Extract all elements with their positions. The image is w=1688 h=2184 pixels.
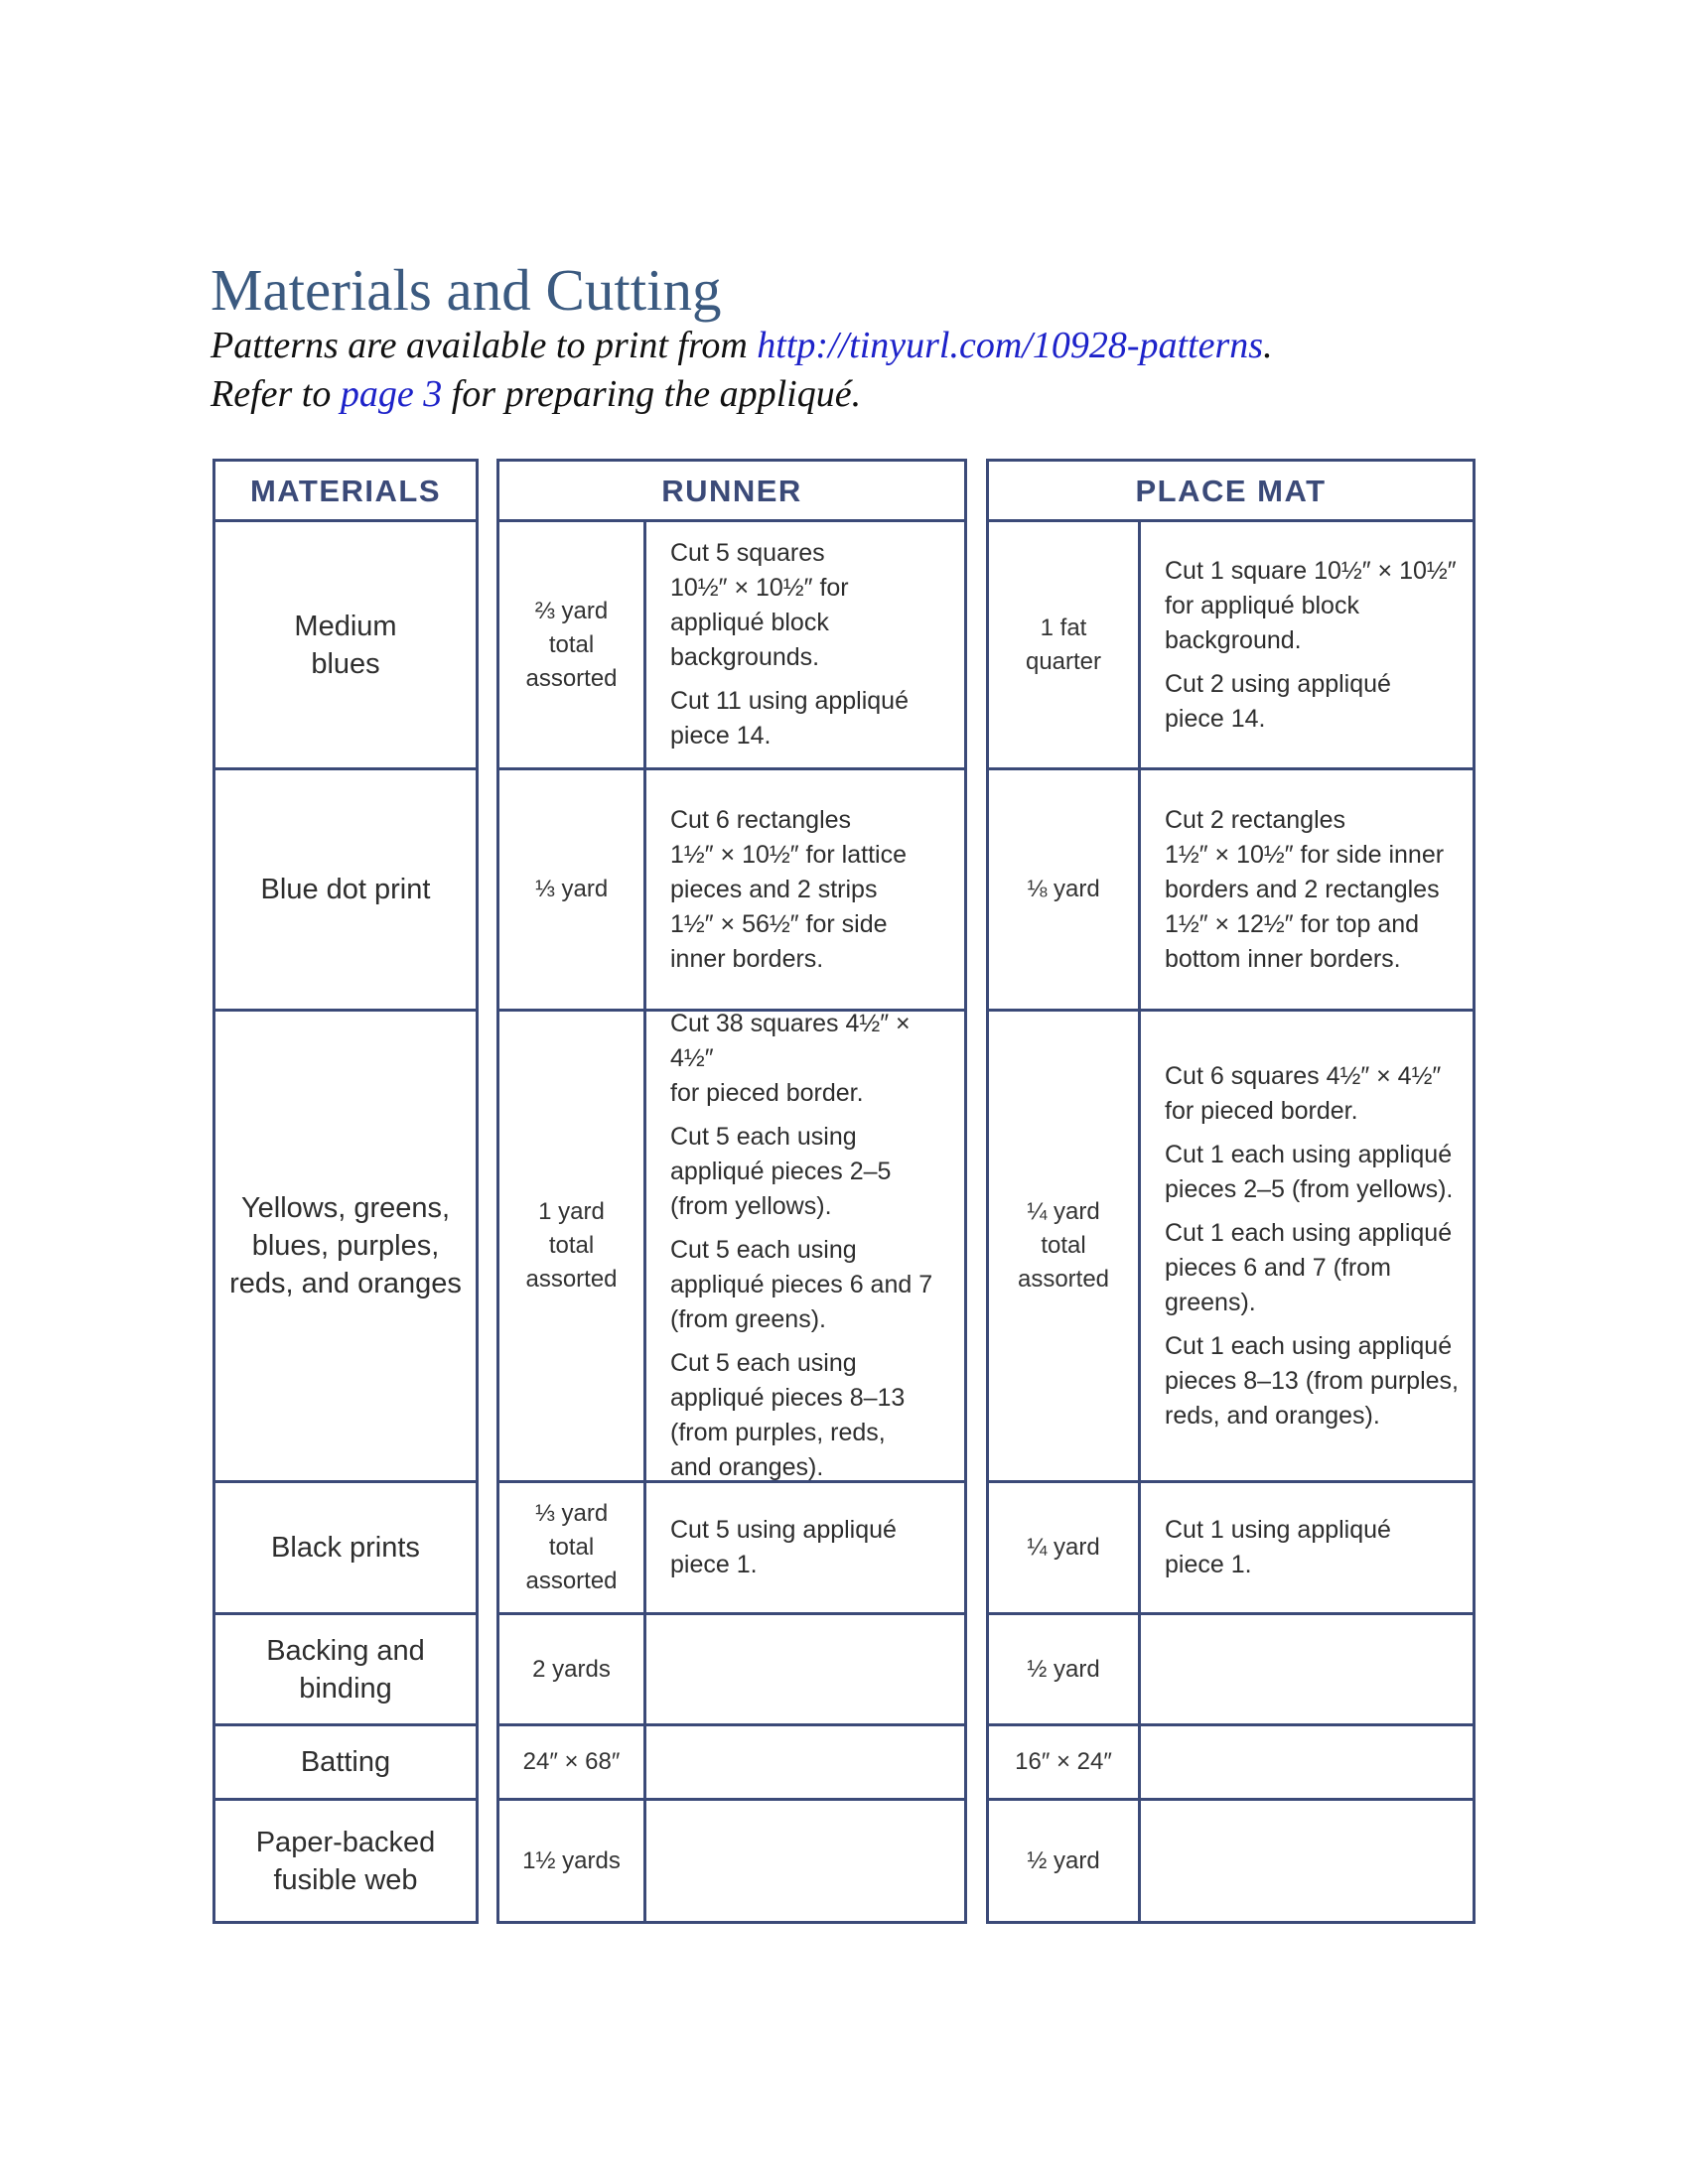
instruction-line: piece 1. [1165, 1551, 1252, 1578]
page-3-link[interactable]: page 3 [340, 373, 443, 415]
runner-cutting [646, 767, 964, 1009]
instruction-line: Cut 5 each using [670, 1123, 857, 1151]
cutting-instruction [670, 1120, 891, 1224]
runner-quantity [499, 1480, 646, 1612]
instruction-line: appliqué pieces 2–5 [670, 1158, 892, 1185]
quantity-line: total [1041, 1232, 1086, 1259]
instruction-line: Cut 1 each using appliqué [1165, 1331, 1453, 1360]
instruction-line: Cut 5 each using [670, 1349, 857, 1377]
place-mat-header: PLACE MAT [1135, 473, 1327, 508]
place-mat-quantity [989, 1798, 1141, 1921]
materials-column [212, 459, 479, 1924]
quantity-line: ⅓ yard [534, 1500, 609, 1527]
quantity-line: assorted [1017, 1266, 1110, 1293]
quantity-line: ¼ yard [1027, 1534, 1100, 1561]
runner-quantity [499, 1723, 646, 1798]
quantity-line: 24″ × 68″ [522, 1748, 621, 1775]
material-name-line: blues [311, 647, 380, 680]
material-name [215, 1798, 476, 1921]
cutting-instruction [1165, 803, 1444, 977]
quantity-line: total [548, 1534, 595, 1561]
material-name-line: binding [299, 1672, 392, 1705]
runner-header: RUNNER [661, 473, 802, 508]
cutting-instruction [670, 536, 849, 675]
instruction-line: Cut 6 rectangles [670, 805, 852, 834]
material-name-line: reds, and oranges [229, 1268, 462, 1299]
cutting-instruction [670, 1007, 954, 1111]
runner-quantity [499, 1612, 646, 1723]
instruction-line: 1½″ × 10½″ for lattice [670, 840, 907, 869]
instruction-line: appliqué block [670, 609, 829, 636]
place-mat-quantity [989, 1723, 1141, 1798]
intro-line-1-suffix: . [1263, 325, 1273, 366]
runner-quantity [499, 1798, 646, 1921]
material-name-line: blues, purples, [251, 1230, 440, 1262]
quantity-line: ½ yard [1027, 1655, 1100, 1683]
instruction-line: (from yellows). [670, 1192, 832, 1220]
cutting-instruction [1165, 1329, 1459, 1433]
cutting-instruction [670, 1233, 932, 1337]
instruction-line: piece 14. [1165, 704, 1266, 733]
cutting-instruction [1165, 667, 1391, 737]
instruction-line: Cut 1 each using appliqué [1165, 1140, 1453, 1168]
place-mat-cutting [1141, 1480, 1473, 1612]
cutting-instruction [1165, 1059, 1441, 1129]
material-name [215, 1723, 476, 1798]
quantity-line: 1 fat [1040, 614, 1087, 641]
materials-header: MATERIALS [249, 473, 442, 508]
material-name-line: Backing and [266, 1634, 425, 1667]
material-name-line: Yellows, greens, [240, 1192, 451, 1224]
material-name [215, 1009, 476, 1480]
instruction-line: 1½″ × 10½″ for side inner [1165, 840, 1445, 869]
instruction-line: bottom inner borders. [1165, 944, 1401, 973]
instruction-line: appliqué pieces 8–13 [670, 1384, 906, 1412]
instruction-line: 1½″ × 56½″ for side [670, 909, 888, 938]
instruction-line: piece 14. [670, 722, 772, 750]
place-mat-quantity [989, 1612, 1141, 1723]
place-mat-cutting [1141, 519, 1473, 767]
place-mat-cutting [1141, 1612, 1473, 1723]
instruction-line: Cut 38 squares 4½″ × 4½″ [670, 1010, 911, 1072]
runner-cutting [646, 1723, 964, 1798]
instruction-line: 10½″ × 10½″ for [670, 574, 849, 602]
instruction-line: piece 1. [670, 1551, 758, 1578]
cutting-instruction [1165, 1216, 1452, 1320]
instruction-line: Cut 11 using appliqué [670, 687, 909, 715]
instruction-line: (from purples, reds, [670, 1419, 886, 1446]
instruction-line: 1½″ × 12½″ for top and [1165, 909, 1420, 938]
quantity-line: 2 yards [532, 1655, 611, 1683]
instruction-line: background. [1165, 625, 1302, 654]
place-mat-cutting [1141, 1723, 1473, 1798]
quantity-line: ⅓ yard [534, 876, 609, 902]
instruction-line: Cut 5 each using [670, 1236, 857, 1264]
place-mat-quantity [989, 767, 1141, 1009]
place-mat-cutting [1141, 1798, 1473, 1921]
instruction-line: inner borders. [670, 944, 824, 973]
quantity-line: assorted [525, 1266, 618, 1293]
runner-quantity [499, 519, 646, 767]
instruction-line: pieces and 2 strips [670, 875, 878, 903]
quantity-line: ⅔ yard [534, 597, 609, 624]
instruction-line: and oranges). [670, 1453, 824, 1481]
material-name-line: Medium [294, 610, 397, 642]
patterns-link[interactable]: http://tinyurl.com/10928-patterns [757, 325, 1264, 366]
place-mat-quantity [989, 1480, 1141, 1612]
instruction-line: appliqué pieces 6 and 7 [670, 1271, 933, 1298]
quantity-line: 1½ yards [522, 1846, 621, 1874]
intro-line-1-prefix: Patterns are available to print from [211, 325, 758, 366]
cutting-instruction [670, 1513, 897, 1582]
instruction-line: for pieced border. [670, 1079, 864, 1107]
instruction-line: Cut 6 squares 4½″ × 4½″ [1165, 1061, 1442, 1090]
instruction-line: reds, and oranges). [1165, 1401, 1380, 1430]
cutting-instruction [1165, 1513, 1391, 1582]
instruction-line: Cut 2 rectangles [1165, 805, 1346, 834]
cutting-instruction [1165, 1138, 1453, 1207]
instruction-line: Cut 5 squares [670, 539, 825, 567]
instruction-line: Cut 1 square 10½″ × 10½″ [1165, 556, 1457, 585]
instruction-line: pieces 8–13 (from purples, [1165, 1366, 1459, 1395]
cutting-instruction [670, 803, 907, 977]
quantity-line: ½ yard [1027, 1846, 1100, 1874]
runner-cutting [646, 1480, 964, 1612]
intro-line-2-suffix: for preparing the appliqué. [442, 373, 862, 415]
material-name [215, 767, 476, 1009]
place-mat-quantity [989, 1009, 1141, 1480]
instruction-line: Cut 1 each using appliqué [1165, 1218, 1453, 1247]
quantity-line: ⅛ yard [1027, 876, 1100, 902]
instruction-line: Cut 2 using appliqué [1165, 669, 1391, 698]
instruction-line: Cut 1 using appliqué [1165, 1516, 1391, 1544]
quantity-line: quarter [1025, 647, 1102, 675]
instruction-line: greens). [1165, 1288, 1256, 1316]
intro-line-2-prefix: Refer to [211, 373, 341, 415]
place-mat-cutting [1141, 767, 1473, 1009]
instruction-line: Cut 5 using appliqué [670, 1516, 897, 1544]
place-mat-cutting [1141, 1009, 1473, 1480]
material-name-line: Paper-backed [255, 1826, 436, 1858]
material-name-line: Black prints [271, 1532, 420, 1564]
runner-column [496, 459, 967, 1924]
cutting-instruction [670, 684, 909, 753]
material-name [215, 519, 476, 767]
quantity-line: 1 yard [538, 1198, 605, 1225]
place-mat-quantity [989, 519, 1141, 767]
quantity-line: total [548, 630, 595, 658]
runner-quantity [499, 767, 646, 1009]
material-name-line: Batting [300, 1746, 391, 1778]
intro-line-1 [211, 322, 1273, 370]
cutting-instruction [1165, 554, 1457, 658]
cutting-instruction [670, 1346, 905, 1485]
runner-cutting [646, 519, 964, 767]
place-mat-column [986, 459, 1476, 1924]
instruction-line: (from greens). [670, 1305, 826, 1333]
instruction-line: pieces 6 and 7 (from [1165, 1253, 1391, 1282]
intro-text [211, 322, 1273, 419]
page-title: Materials and Cutting [211, 257, 722, 323]
quantity-line: assorted [525, 664, 618, 692]
material-name [215, 1612, 476, 1723]
instruction-line: for appliqué block [1165, 591, 1359, 619]
material-name-line: fusible web [273, 1863, 418, 1896]
quantity-line: ¼ yard [1027, 1198, 1100, 1225]
instruction-line: for pieced border. [1165, 1096, 1358, 1125]
instruction-line: pieces 2–5 (from yellows). [1165, 1174, 1454, 1203]
instruction-line: backgrounds. [670, 643, 820, 671]
runner-cutting [646, 1612, 964, 1723]
intro-line-2 [211, 370, 1273, 419]
quantity-line: 16″ × 24″ [1015, 1748, 1112, 1775]
runner-cutting [646, 1009, 964, 1480]
material-name-line: Blue dot print [260, 874, 431, 905]
instruction-line: borders and 2 rectangles [1165, 875, 1440, 903]
quantity-line: total [548, 1232, 595, 1259]
material-name [215, 1480, 476, 1612]
runner-quantity [499, 1009, 646, 1480]
quantity-line: assorted [525, 1568, 618, 1594]
runner-cutting [646, 1798, 964, 1921]
